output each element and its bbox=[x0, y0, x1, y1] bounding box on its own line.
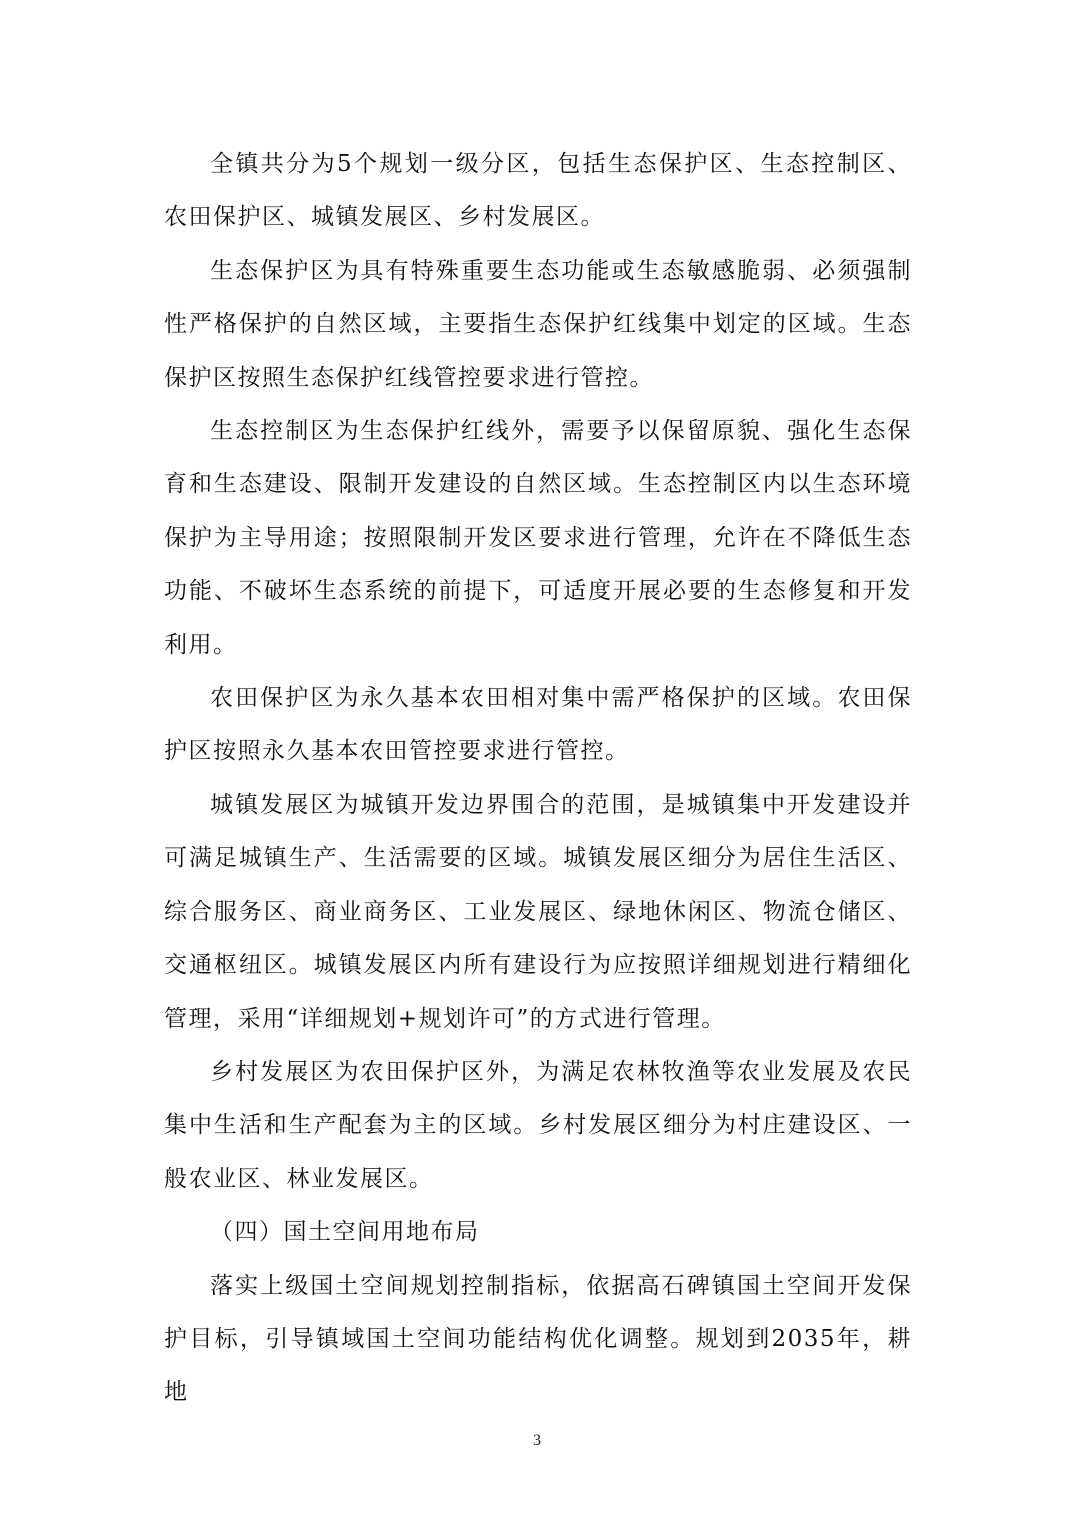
page-body bbox=[164, 138, 912, 1420]
paragraph-rural-development-zone: 乡村发展区为农田保护区外，为满足农林牧渔等农业发展及农民集中生活和生产配套为主的区域。乡村发展区细分为村庄建设区、一般农业区、林业发展区。 bbox=[164, 1058, 912, 1192]
page-number: 3 bbox=[533, 1432, 541, 1449]
paragraph-ecological-control-zone: 生态控制区为生态保护红线外，需要予以保留原貌、强化生态保育和生态建设、限制开发建设的自然区域。生态控制区内以生态环境保护为主导用途；按照限制开发区要求进行管理，允许在不降低生态功能、不破坏生态系统的前提下，可适度开展必要的生态修复和开发利用。 bbox=[164, 418, 912, 658]
paragraph-planning-zones: 全镇共分为5个规划一级分区，包括生态保护区、生态控制区、农田保护区、城镇发展区、乡村发展区。 bbox=[164, 151, 912, 231]
paragraph-ecological-protection-zone: 生态保护区为具有特殊重要生态功能或生态敏感脆弱、必须强制性严格保护的自然区域，主要指生态保护红线集中划定的区域。生态保护区按照生态保护红线管控要求进行管控。 bbox=[164, 257, 912, 391]
section-heading: （四）国土空间用地布局 bbox=[210, 1219, 480, 1246]
paragraph-urban-development-zone: 城镇发展区为城镇开发边界围合的范围，是城镇集中开发建设并可满足城镇生产、生活需要的区域。城镇发展区细分为居住生活区、综合服务区、商业商务区、工业发展区、绿地休闲区、物流仓储区、交通枢纽区。城镇发展区内所有建设行为应按照详细规划进行精细化管理，采用“详细规划+规划许可”的方式进行管理。 bbox=[164, 791, 912, 1032]
paragraph-farmland-protection-zone: 农田保护区为永久基本农田相对集中需严格保护的区域。农田保护区按照永久基本农田管控要求进行管控。 bbox=[164, 685, 912, 765]
paragraph-land-use-layout: 落实上级国土空间规划控制指标，依据高石碑镇国土空间开发保护目标，引导镇域国土空间功能结构优化调整。规划到2035年，耕地 bbox=[164, 1272, 912, 1406]
